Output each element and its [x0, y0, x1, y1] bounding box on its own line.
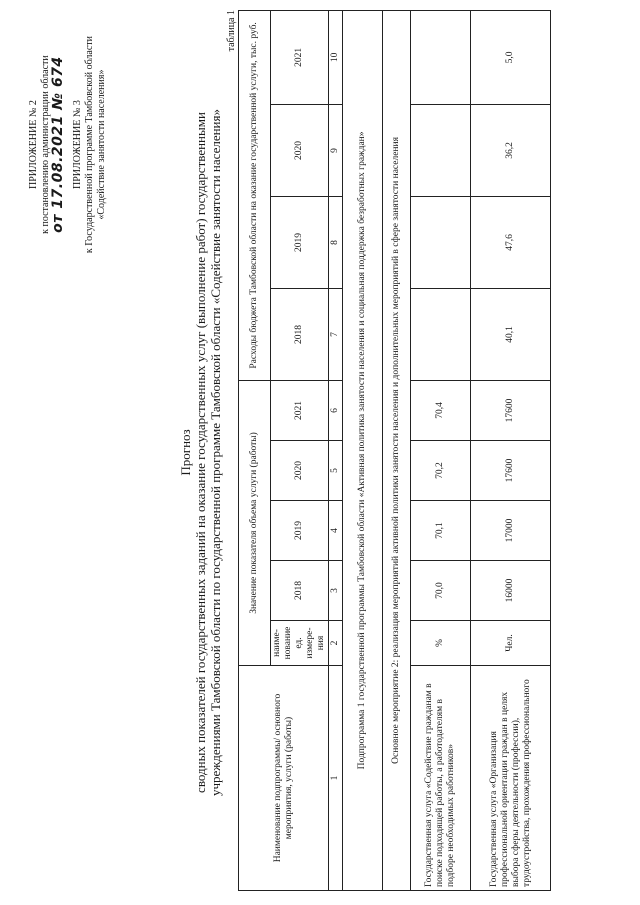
volume-cell: 70,2	[411, 441, 471, 501]
service-name: Государственная услуга «Организация профессиональной ориентации граждан в целях выбора сферы деятельности (профессии), трудоустройства, прохождения профессионального	[471, 666, 551, 891]
header-unit: наиме-нование ед. измере-ния	[271, 621, 329, 666]
volume-cell: 70,0	[411, 561, 471, 621]
document-title	[178, 30, 223, 875]
column-number: 1	[329, 666, 343, 891]
appendix-3-label: ПРИЛОЖЕНИЕ № 3	[72, 100, 83, 190]
column-number: 2	[329, 621, 343, 666]
header-year: 2020	[271, 441, 329, 501]
expense-cell	[411, 196, 471, 288]
expense-cell: 36,2	[471, 104, 551, 196]
unit-cell: Чел.	[471, 621, 551, 666]
table-row	[411, 10, 471, 890]
column-number: 10	[329, 10, 343, 104]
appendix-2-subtitle: к постановлению администрации области	[40, 55, 51, 234]
appendix-2-label: ПРИЛОЖЕНИЕ № 2	[28, 100, 39, 190]
volume-cell: 70,1	[411, 501, 471, 561]
expense-cell: 47,6	[471, 196, 551, 288]
volume-cell: 16000	[471, 561, 551, 621]
volume-cell: 17000	[471, 501, 551, 561]
unit-cell: %	[411, 621, 471, 666]
expense-cell	[411, 10, 471, 104]
main-event-row: Основное мероприятие 2: реализация мероприятий активной политики занятости населения и дополнительных мероприятий в сфере занятости населения	[383, 10, 411, 890]
header-year: 2020	[271, 104, 329, 196]
expense-cell	[411, 104, 471, 196]
header-expenses: Расходы бюджета Тамбовской области на оказание государственной услуги, тыс. руб.	[239, 10, 271, 380]
column-number: 8	[329, 196, 343, 288]
header-year: 2019	[271, 501, 329, 561]
volume-cell: 17600	[471, 441, 551, 501]
expense-cell	[411, 288, 471, 380]
column-number: 3	[329, 561, 343, 621]
header-year: 2018	[271, 288, 329, 380]
title-word: Прогноз	[178, 429, 193, 476]
program-name: «Содействие занятости населения»	[96, 69, 107, 220]
column-number: 6	[329, 380, 343, 440]
header-year: 2018	[271, 561, 329, 621]
service-name: Государственная услуга «Содействие гражданам в поиске подходящей работы, а работодателям в подборе необходимых работников»	[411, 666, 471, 891]
volume-cell: 70,4	[411, 380, 471, 440]
appendix-header	[28, 36, 108, 253]
header-year: 2019	[271, 196, 329, 288]
appendix-3-subtitle: к Государственной программе Тамбовской области	[84, 36, 95, 254]
column-number: 5	[329, 441, 343, 501]
header-year: 2021	[271, 380, 329, 440]
column-number: 7	[329, 288, 343, 380]
header-name: Наименование подпрограммы/ основного мероприятия, услуги (работы)	[239, 666, 329, 891]
subprogram-row: Подпрограмма 1 государственной программы Тамбовской области «Активная политика занятости населения и социальная поддержка безработных граждан»	[343, 10, 383, 890]
header-volume: Значение показателя объема услуги (работы)	[239, 380, 271, 665]
expense-cell: 5,0	[471, 10, 551, 104]
column-number: 9	[329, 104, 343, 196]
header-year: 2021	[271, 10, 329, 104]
expense-cell: 40,1	[471, 288, 551, 380]
forecast-table	[238, 10, 551, 891]
volume-cell: 17600	[471, 380, 551, 440]
table-label: таблица 1	[226, 10, 237, 52]
title-line-1: сводных показателей государственных заданий на оказание государственных услуг (выполнение работ) государственными	[193, 112, 208, 793]
column-number: 4	[329, 501, 343, 561]
title-line-2: учреждениями Тамбовской области по государственной программе Тамбовской области «Содействие занятости населения»	[208, 109, 223, 797]
column-number-row	[329, 10, 343, 890]
table-row	[471, 10, 551, 890]
handwritten-date: от 17.08.2021 № 674	[50, 56, 66, 233]
